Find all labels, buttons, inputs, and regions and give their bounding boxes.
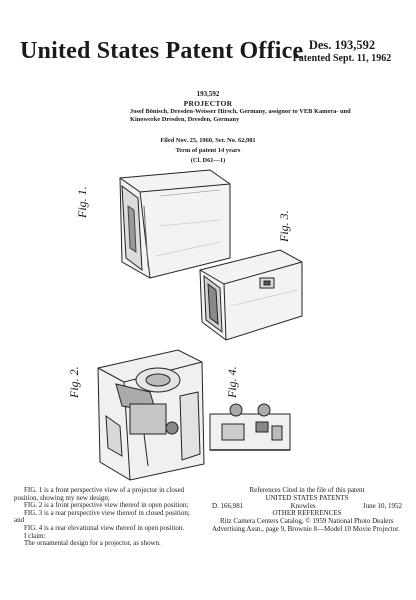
claim-heading: I claim: xyxy=(24,531,46,540)
patent-office-title: United States Patent Office xyxy=(20,38,304,64)
references-section xyxy=(212,487,402,534)
description-paragraph: FIG. 3 is a rear perspective view thereof in closed position; and xyxy=(14,508,190,525)
patent-number: 193,592 xyxy=(196,90,220,98)
description-paragraph: FIG. 1 is a front perspective view of a projector in closed position, showing my new design; xyxy=(14,486,185,502)
description-paragraph: FIG. 2 is a front perspective view thereof in open position; xyxy=(24,501,189,510)
fig-2-text: Fig. 2. xyxy=(67,366,81,398)
figure-4-projector-elevation xyxy=(210,404,290,450)
design-number: Des. 193,592 xyxy=(308,38,376,52)
fig-4-label xyxy=(225,366,239,399)
fig-3-text: Fig. 3. xyxy=(277,210,291,242)
fig-3-label xyxy=(277,210,291,243)
fig-4-text: Fig. 4. xyxy=(225,366,239,398)
us-patents-heading: UNITED STATES PATENTS xyxy=(265,493,349,502)
fig-1-label xyxy=(75,186,89,219)
filing-info: Filed Nov. 25, 1960, Ser. No. 62,981 xyxy=(160,137,256,144)
patent-drawings xyxy=(60,166,360,482)
patent-term: Term of patent 14 years xyxy=(175,147,241,154)
figure-1-projector-closed xyxy=(120,170,230,278)
description-paragraph: FIG. 4 is a rear elevational view thereof in open position. xyxy=(24,523,185,532)
inventors: Josef Bönisch, Dresden-Weisser Hirsch, Germany, assignor to VEB Kamera- und Kinowerke Dresden, Dresden, Germany xyxy=(130,108,351,123)
figure-2-projector-open xyxy=(98,350,204,480)
figure-3-projector-rear xyxy=(200,250,302,340)
patent-class: (Cl. D61—1) xyxy=(190,157,226,164)
patent-title: PROJECTOR xyxy=(183,99,233,108)
fig-2-label xyxy=(67,366,81,399)
figure-descriptions xyxy=(14,487,192,548)
other-reference-text: Ritz Camera Centers Catalog, © 1959 National Photo Dealers Advertising Assn., page 9, Brownie 8—Model 10 Movie Projector. xyxy=(212,517,400,533)
patented-date: Patented Sept. 11, 1962 xyxy=(292,53,392,64)
fig-1-text: Fig. 1. xyxy=(75,186,89,218)
reference-date: June 10, 1952 xyxy=(362,501,402,510)
reference-name: Knowles xyxy=(290,501,316,510)
other-references-heading: OTHER REFERENCES xyxy=(272,509,342,518)
references-heading: References Cited in the file of this patent xyxy=(249,486,365,494)
claim-text: The ornamental design for a projector, as shown. xyxy=(24,539,161,548)
reference-number: D. 166,981 xyxy=(212,501,244,510)
